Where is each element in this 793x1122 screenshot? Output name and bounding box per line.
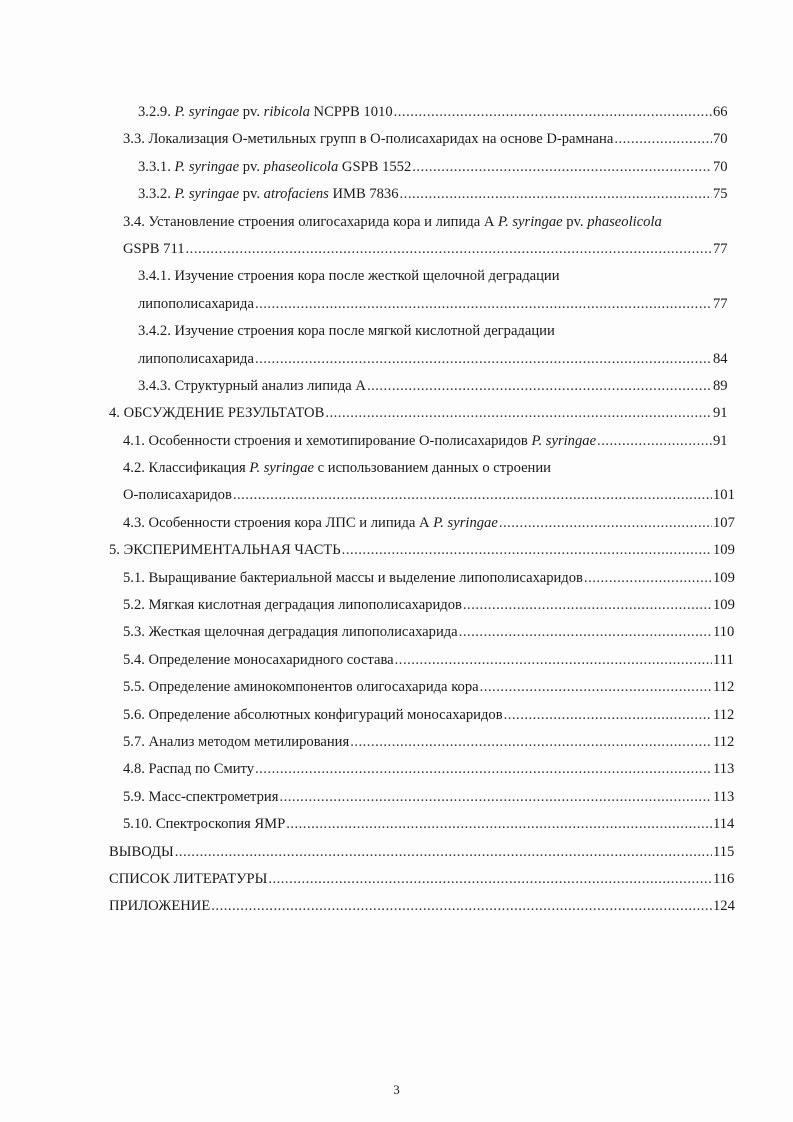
toc-page-number: 77 bbox=[713, 240, 728, 257]
toc-entry bbox=[0, 756, 793, 783]
toc-entry bbox=[0, 510, 793, 537]
toc-entry-title bbox=[123, 209, 662, 236]
text-segment: ИМВ 7836 bbox=[328, 186, 399, 203]
toc-page-number: 77 bbox=[713, 295, 728, 312]
toc-page-number: 101 bbox=[713, 487, 735, 504]
text-segment: ПРИЛОЖЕНИЕ bbox=[109, 898, 211, 915]
toc-entry bbox=[0, 811, 793, 838]
toc-entry-line bbox=[109, 537, 735, 564]
toc-entry-title bbox=[138, 154, 411, 181]
toc-entry bbox=[0, 482, 793, 509]
toc-entry-line bbox=[138, 263, 560, 290]
toc-entry-title bbox=[123, 674, 479, 701]
dot-leader bbox=[400, 181, 712, 208]
dot-leader bbox=[367, 373, 712, 400]
toc-entry-title bbox=[109, 537, 341, 564]
text-segment: 5.3. Жесткая щелочная деградация липополисахарида bbox=[123, 624, 458, 641]
toc-page-number: 116 bbox=[713, 870, 735, 887]
toc-entry-title bbox=[123, 592, 462, 619]
toc-entry-line bbox=[138, 154, 728, 181]
toc-page-number: 111 bbox=[713, 651, 734, 668]
toc-entry-title bbox=[123, 455, 551, 482]
text-segment: 3.3. Локализация О-метильных групп в О-полисахаридах на основе D-рамнана bbox=[123, 131, 614, 148]
toc-page-number: 113 bbox=[713, 761, 735, 778]
italic-text: P. syringae bbox=[498, 213, 563, 230]
toc-entry bbox=[0, 702, 793, 729]
dot-leader bbox=[480, 674, 712, 701]
page-number: 3 bbox=[393, 1082, 400, 1097]
toc-entry bbox=[0, 209, 793, 236]
toc-entry-title bbox=[123, 565, 583, 592]
dot-leader bbox=[175, 839, 712, 866]
text-segment: О-полисахаридов bbox=[123, 487, 232, 504]
toc-page-number: 91 bbox=[713, 405, 728, 422]
toc-page-number: 109 bbox=[713, 542, 735, 559]
toc-page-number: 75 bbox=[713, 186, 728, 203]
toc-entry bbox=[0, 893, 793, 920]
dot-leader bbox=[394, 99, 712, 126]
text-segment: с использованием данных о строении bbox=[314, 460, 551, 477]
toc-page-number: 89 bbox=[713, 377, 728, 394]
toc-entry-title bbox=[123, 784, 278, 811]
toc-entry-line bbox=[123, 647, 734, 674]
toc-entry bbox=[0, 400, 793, 427]
toc-entry-title bbox=[123, 647, 394, 674]
toc-entry-line bbox=[123, 702, 735, 729]
text-segment: 5.10. Спектроскопия ЯМР bbox=[123, 816, 286, 833]
toc-page-number: 91 bbox=[713, 432, 728, 449]
toc-entry bbox=[0, 346, 793, 373]
text-segment: pv. bbox=[562, 213, 588, 230]
dot-leader bbox=[255, 291, 712, 318]
toc-entry bbox=[0, 866, 793, 893]
toc-entry bbox=[0, 154, 793, 181]
text-segment: pv. bbox=[239, 104, 264, 120]
italic-text: P. syringae bbox=[531, 432, 597, 449]
toc-entry bbox=[0, 455, 793, 482]
italic-text: P. syringae bbox=[249, 460, 314, 477]
toc-page-number: 115 bbox=[713, 843, 735, 860]
text-segment: липополисахарида bbox=[138, 295, 254, 312]
toc-entry-title bbox=[123, 510, 498, 537]
toc-entry-line bbox=[123, 510, 735, 537]
toc-entry bbox=[0, 565, 793, 592]
text-segment: 3.4.1. Изучение строения кора после жесткой щелочной деградации bbox=[138, 268, 560, 285]
text-segment: 3.3.1. bbox=[138, 158, 175, 175]
toc-entry-line bbox=[123, 674, 735, 701]
italic-text: phaseolicola bbox=[263, 158, 339, 175]
text-segment: 3.4.3. Структурный анализ липида А bbox=[138, 377, 366, 394]
toc-entry bbox=[0, 181, 793, 208]
toc-entry-title bbox=[138, 99, 393, 126]
text-segment: СПИСОК ЛИТЕРАТУРЫ bbox=[109, 870, 268, 887]
toc-entry-line bbox=[138, 346, 728, 373]
toc-entry-title bbox=[123, 236, 185, 263]
toc-entry-line bbox=[123, 455, 551, 482]
table-of-contents bbox=[0, 99, 793, 921]
toc-entry-line bbox=[109, 400, 728, 427]
dot-leader bbox=[584, 565, 712, 592]
toc-entry-title bbox=[138, 181, 399, 208]
toc-entry bbox=[0, 729, 793, 756]
toc-entry-line bbox=[138, 181, 728, 208]
italic-text: P. syringae bbox=[174, 158, 240, 175]
toc-entry-line bbox=[123, 729, 735, 756]
toc-entry-line bbox=[123, 756, 735, 783]
toc-entry-line bbox=[123, 619, 735, 646]
text-segment: 4.3. Особенности строения кора ЛПС и липида А bbox=[123, 514, 434, 531]
toc-entry-line bbox=[123, 784, 735, 811]
toc-entry bbox=[0, 839, 793, 866]
toc-entry-title bbox=[138, 263, 560, 290]
toc-entry bbox=[0, 318, 793, 345]
dot-leader bbox=[350, 729, 712, 756]
text-segment: 3.4. Установление строения олигосахарида кора и липида А bbox=[123, 213, 499, 230]
text-segment: 4. ОБСУЖДЕНИЕ РЕЗУЛЬТАТОВ bbox=[109, 405, 325, 422]
text-segment: 4.2. Классификация bbox=[123, 460, 250, 477]
toc-entry-title bbox=[138, 373, 366, 400]
dot-leader bbox=[504, 702, 712, 729]
text-segment: 5.1. Выращивание бактериальной массы и выделение липополисахаридов bbox=[123, 569, 583, 586]
toc-page-number: 70 bbox=[713, 158, 728, 175]
toc-entry-title bbox=[123, 619, 458, 646]
toc-entry-title bbox=[123, 729, 349, 756]
dot-leader bbox=[186, 236, 712, 263]
text-segment: 5.2. Мягкая кислотная деградация липополисахаридов bbox=[123, 597, 462, 614]
toc-entry bbox=[0, 263, 793, 290]
text-segment: 3.2.9. bbox=[138, 104, 175, 120]
toc-page-number: 113 bbox=[713, 788, 735, 805]
text-segment: 5. ЭКСПЕРИМЕНТАЛЬНАЯ ЧАСТЬ bbox=[109, 542, 341, 559]
dot-leader bbox=[342, 537, 712, 564]
toc-entry-title bbox=[123, 756, 254, 783]
dot-leader bbox=[279, 784, 712, 811]
text-segment: NCPPB 1010 bbox=[309, 104, 393, 120]
dot-leader bbox=[395, 647, 712, 674]
text-segment: GSPB 1552 bbox=[338, 158, 412, 175]
toc-entry-line bbox=[109, 839, 735, 866]
toc-entry-line bbox=[138, 318, 555, 345]
toc-entry-title bbox=[138, 346, 254, 373]
toc-entry-title bbox=[123, 428, 596, 455]
toc-entry-title bbox=[123, 811, 285, 838]
toc-page-number: 124 bbox=[713, 898, 735, 915]
text-segment: липополисахарида bbox=[138, 350, 254, 367]
italic-text: P. syringae bbox=[174, 186, 240, 203]
toc-entry bbox=[0, 784, 793, 811]
toc-entry-line bbox=[109, 893, 735, 920]
toc-entry-title bbox=[123, 126, 613, 153]
text-segment: 5.5. Определение аминокомпонентов олигосахарида кора bbox=[123, 679, 479, 696]
text-segment: 5.4. Определение моносахаридного состава bbox=[123, 651, 394, 668]
toc-page-number: 107 bbox=[713, 514, 735, 531]
dot-leader bbox=[211, 893, 712, 920]
toc-entry-title bbox=[109, 866, 267, 893]
text-segment: 4.1. Особенности строения и хемотипирование О-полисахаридов bbox=[123, 432, 532, 449]
toc-entry-line bbox=[123, 811, 735, 838]
text-segment: ВЫВОДЫ bbox=[109, 843, 174, 860]
text-segment: pv. bbox=[239, 158, 264, 175]
toc-entry bbox=[0, 647, 793, 674]
toc-entry-line bbox=[123, 236, 728, 263]
toc-entry-line bbox=[138, 99, 728, 126]
text-segment: 5.6. Определение абсолютных конфигураций моносахаридов bbox=[123, 706, 503, 723]
text-segment: 3.3.2. bbox=[138, 186, 175, 203]
toc-entry bbox=[0, 373, 793, 400]
toc-page-number: 110 bbox=[713, 624, 735, 641]
italic-text: atrofaciens bbox=[263, 186, 329, 203]
text-segment: pv. bbox=[239, 186, 264, 203]
toc-entry-line bbox=[123, 565, 735, 592]
toc-entry-line bbox=[123, 209, 662, 236]
dot-leader bbox=[463, 592, 712, 619]
toc-entry bbox=[0, 537, 793, 564]
toc-entry-line bbox=[109, 866, 735, 893]
italic-text: P. syringae bbox=[174, 104, 240, 120]
toc-entry-line bbox=[123, 592, 735, 619]
toc-entry bbox=[0, 674, 793, 701]
toc-page-number: 114 bbox=[713, 816, 735, 833]
toc-entry-line bbox=[123, 482, 735, 509]
italic-text: phaseolicola bbox=[587, 213, 662, 230]
dot-leader bbox=[614, 126, 712, 153]
toc-entry bbox=[0, 236, 793, 263]
toc-entry-line bbox=[123, 428, 728, 455]
toc-entry-title bbox=[109, 839, 174, 866]
italic-text: ribicola bbox=[263, 104, 310, 120]
toc-entry-line bbox=[138, 373, 728, 400]
toc-entry bbox=[0, 428, 793, 455]
toc-entry bbox=[0, 99, 793, 126]
toc-page-number: 66 bbox=[713, 104, 728, 120]
toc-entry bbox=[0, 291, 793, 318]
toc-entry-title bbox=[138, 291, 254, 318]
text-segment: 4.8. Распад по Смиту bbox=[123, 761, 254, 778]
dot-leader bbox=[459, 619, 712, 646]
toc-page-number: 109 bbox=[713, 597, 735, 614]
toc-page-number: 112 bbox=[713, 706, 735, 723]
toc-entry bbox=[0, 592, 793, 619]
text-segment: 5.9. Масс-спектрометрия bbox=[123, 788, 279, 805]
toc-entry-line bbox=[123, 126, 728, 153]
toc-entry-title bbox=[109, 400, 324, 427]
dot-leader bbox=[255, 346, 712, 373]
toc-entry-line bbox=[138, 291, 728, 318]
toc-page-number: 112 bbox=[713, 733, 735, 750]
dot-leader bbox=[499, 510, 712, 537]
toc-page-number: 84 bbox=[713, 350, 728, 367]
toc-page-number: 70 bbox=[713, 131, 728, 148]
toc-entry-title bbox=[109, 893, 210, 920]
toc-entry bbox=[0, 619, 793, 646]
dot-leader bbox=[597, 428, 712, 455]
toc-entry-title bbox=[123, 482, 232, 509]
text-segment: GSPB 711 bbox=[123, 240, 185, 257]
dot-leader bbox=[412, 154, 712, 181]
dot-leader bbox=[325, 400, 712, 427]
toc-entry bbox=[0, 126, 793, 153]
dot-leader bbox=[286, 811, 712, 838]
text-segment: 3.4.2. Изучение строения кора после мягкой кислотной деградации bbox=[138, 323, 555, 340]
dot-leader bbox=[255, 756, 712, 783]
italic-text: P. syringae bbox=[433, 514, 498, 531]
dot-leader bbox=[268, 866, 712, 893]
toc-page-number: 109 bbox=[713, 569, 735, 586]
toc-entry-title bbox=[138, 318, 555, 345]
toc-entry-title bbox=[123, 702, 503, 729]
toc-page-number: 112 bbox=[713, 679, 735, 696]
dot-leader bbox=[233, 482, 712, 509]
text-segment: 5.7. Анализ методом метилирования bbox=[123, 733, 350, 750]
